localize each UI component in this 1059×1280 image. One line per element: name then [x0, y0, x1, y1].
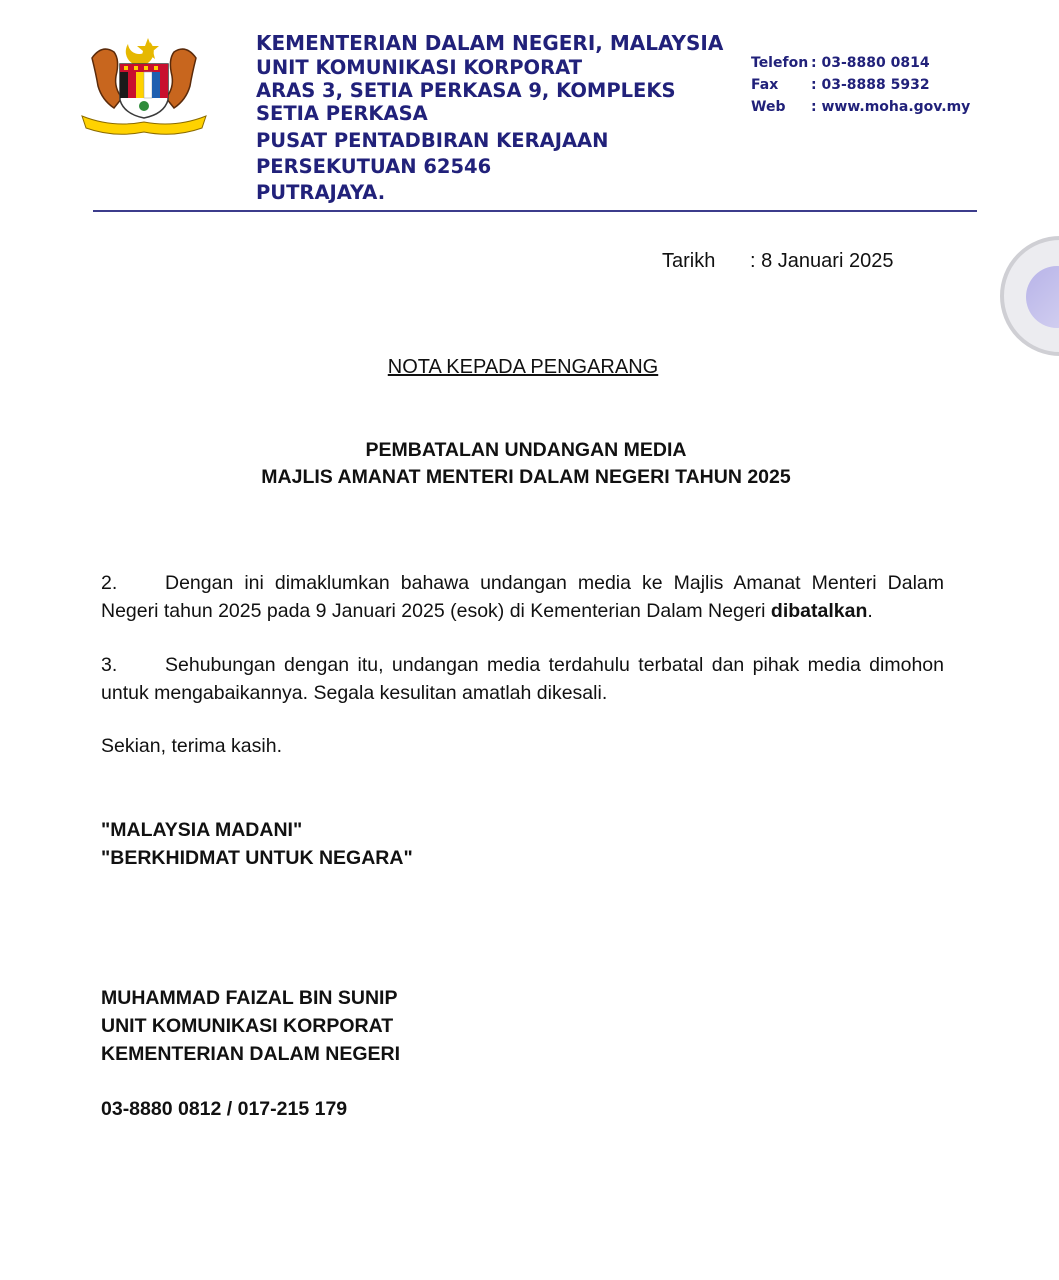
paragraph-number: 2.	[101, 572, 118, 594]
paragraph-suffix: .	[867, 599, 873, 622]
floating-app-icon-inner	[1026, 266, 1059, 328]
address-line: PUTRAJAYA.	[256, 181, 386, 204]
signatory-block	[101, 984, 400, 1068]
address-line: PERSEKUTUAN 62546	[256, 155, 492, 178]
contact-web	[751, 96, 970, 118]
date-value: : 8 Januari 2025	[750, 250, 894, 272]
signatory-unit: UNIT KOMUNIKASI KORPORAT	[101, 1015, 394, 1037]
closing-text: Sekian, terima kasih.	[101, 735, 282, 757]
contact-value: : 03-8888 5932	[811, 77, 930, 93]
ministry-name: KEMENTERIAN DALAM NEGERI, MALAYSIA	[256, 31, 724, 55]
title-line: MAJLIS AMANAT MENTERI DALAM NEGERI TAHUN 2025	[261, 466, 791, 488]
address-line: PUSAT PENTADBIRAN KERAJAAN	[256, 129, 609, 152]
signatory-name: MUHAMMAD FAIZAL BIN SUNIP	[101, 987, 398, 1009]
paragraph-3	[101, 652, 944, 707]
letterhead-address	[256, 30, 723, 206]
floating-app-icon[interactable]	[1000, 236, 1059, 356]
document-title	[0, 437, 1052, 491]
signatory-ministry: KEMENTERIAN DALAM NEGERI	[101, 1043, 401, 1065]
contact-value: : www.moha.gov.my	[811, 99, 971, 115]
date-line	[662, 249, 893, 273]
letterhead-divider	[93, 210, 977, 212]
date-label: Tarikh	[662, 250, 716, 272]
contact-label: Web	[751, 99, 786, 115]
motto-block	[101, 816, 413, 872]
address-line: ARAS 3, SETIA PERKASA 9, KOMPLEKS	[256, 79, 676, 102]
contact-value: : 03-8880 0814	[811, 55, 930, 71]
paragraph-emphasis: dibatalkan	[770, 599, 868, 622]
motto-line: "MALAYSIA MADANI"	[101, 819, 303, 841]
paragraph-text: Sehubungan dengan itu, undangan media terdahulu terbatal dan pihak media dimohon untuk mengabaikannya. Segala kesulitan amatlah dikesali.	[101, 654, 944, 704]
paragraph-2	[101, 570, 944, 625]
contact-label: Telefon	[751, 55, 809, 71]
note-heading: NOTA KEPADA PENGARANG	[387, 356, 659, 378]
contact-phone: 03-8880 0812 / 017-215 179	[101, 1098, 348, 1120]
paragraph-text: Dengan ini dimaklumkan bahawa undangan media ke Majlis Amanat Menteri Dalam Negeri tahun 2025 pada 9 Januari 2025 (esok) di Kementerian Dalam Negeri	[101, 572, 944, 622]
contact-label: Fax	[751, 77, 779, 93]
unit-name: UNIT KOMUNIKASI KORPORAT	[256, 56, 583, 79]
address-line: SETIA PERKASA	[256, 102, 428, 125]
paragraph-number: 3.	[101, 654, 118, 676]
contact-telefon	[751, 52, 970, 74]
contact-fax	[751, 74, 970, 96]
malaysia-coat-of-arms-icon	[78, 34, 210, 138]
contact-block	[751, 52, 970, 118]
title-line: PEMBATALAN UNDANGAN MEDIA	[365, 439, 687, 461]
motto-line: "BERKHIDMAT UNTUK NEGARA"	[101, 847, 413, 869]
